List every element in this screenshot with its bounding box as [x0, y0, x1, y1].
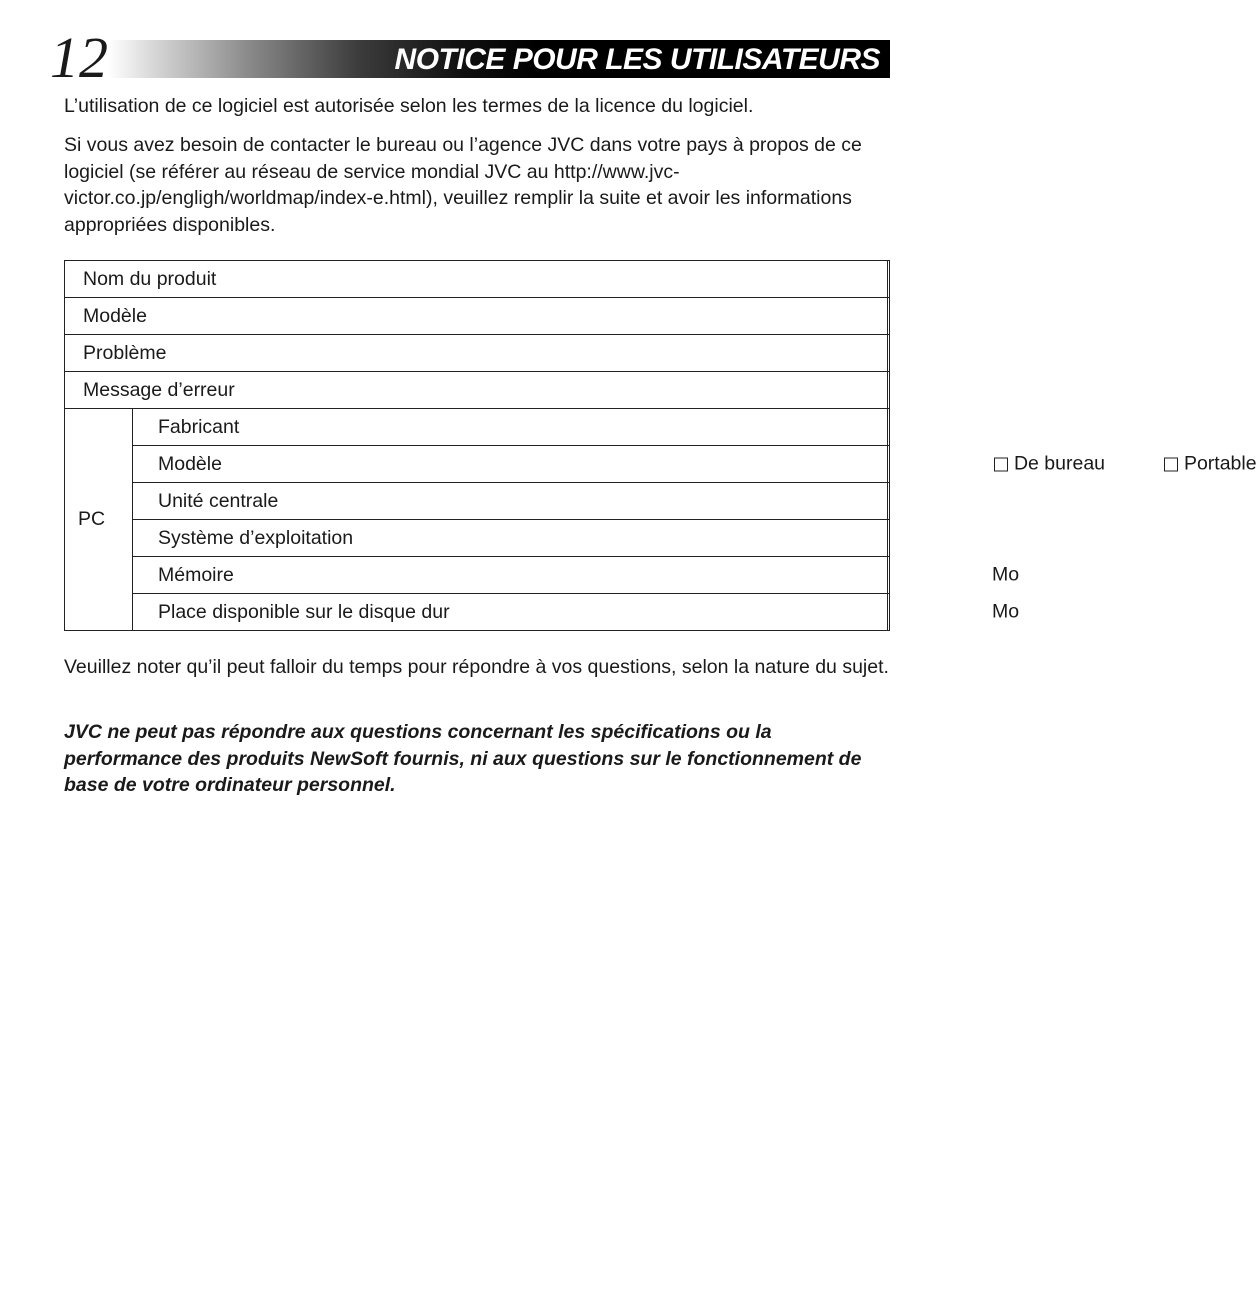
- table-row: [65, 483, 890, 520]
- pc-model-field: [887, 446, 1257, 483]
- row-label-cpu: Unité centrale: [133, 483, 888, 520]
- row-label-error-message: Message d’erreur: [65, 372, 888, 409]
- desktop-checkbox[interactable]: [994, 457, 1008, 471]
- desktop-option-label: De bureau: [1013, 452, 1106, 475]
- row-label-pc-model: Modèle: [133, 446, 888, 483]
- header-bar: [108, 40, 890, 78]
- row-label-product-name: Nom du produit: [65, 261, 888, 298]
- table-row: [65, 335, 890, 372]
- response-time-note: Veuillez noter qu’il peut falloir du temps pour répondre à vos questions, selon la nature du sujet.: [64, 656, 889, 678]
- operating-system-field[interactable]: [887, 520, 889, 557]
- pc-group-label: PC: [65, 409, 133, 631]
- error-message-field[interactable]: [887, 372, 889, 409]
- contact-info-table: [64, 260, 1257, 631]
- table-row: [65, 557, 890, 594]
- manufacturer-field[interactable]: [887, 409, 889, 446]
- table-row: [65, 409, 890, 446]
- row-label-memory: Mémoire: [133, 557, 888, 594]
- row-label-manufacturer: Fabricant: [133, 409, 888, 446]
- laptop-option[interactable]: [1164, 453, 1257, 476]
- intro-paragraph-license: L’utilisation de ce logiciel est autorisée selon les termes de la licence du logiciel.: [64, 95, 754, 117]
- table-row: [65, 446, 890, 483]
- jvc-disclaimer: JVC ne peut pas répondre aux questions concernant les spécifications ou la performance des produits NewSoft fournis, ni aux questions sur le fonctionnement de base de votre ordinateur personnel.: [64, 721, 862, 796]
- disk-space-unit: Mo: [991, 600, 1020, 623]
- row-label-model: Modèle: [65, 298, 888, 335]
- table-row: [65, 594, 890, 631]
- page-number: 12: [50, 25, 108, 90]
- product-name-field[interactable]: [887, 261, 889, 298]
- laptop-checkbox[interactable]: [1164, 457, 1178, 471]
- memory-field[interactable]: [887, 557, 1020, 594]
- row-label-disk-space: Place disponible sur le disque dur: [133, 594, 888, 631]
- row-label-problem: Problème: [65, 335, 888, 372]
- model-field[interactable]: [887, 298, 889, 335]
- disk-space-field[interactable]: [887, 594, 1020, 631]
- desktop-option[interactable]: [994, 453, 1105, 476]
- table-row: [65, 520, 890, 557]
- table-row: [65, 298, 890, 335]
- table-row: [65, 261, 890, 298]
- laptop-option-label: Portable: [1183, 452, 1257, 475]
- table-row: [65, 372, 890, 409]
- page-title: NOTICE POUR LES UTILISATEURS: [394, 43, 880, 76]
- problem-field[interactable]: [887, 335, 889, 372]
- intro-paragraph-contact: Si vous avez besoin de contacter le bureau ou l’agence JVC dans votre pays à propos de ce logiciel (se référer au réseau de service mondial JVC au http://www.jvc-victor.co.jp/engligh/worldmap/index-e.html), veuillez remplir la suite et avoir les informations appropriées disponibles.: [64, 134, 862, 236]
- row-label-operating-system: Système d’exploitation: [133, 520, 888, 557]
- memory-unit: Mo: [991, 563, 1020, 586]
- cpu-field[interactable]: [887, 483, 889, 520]
